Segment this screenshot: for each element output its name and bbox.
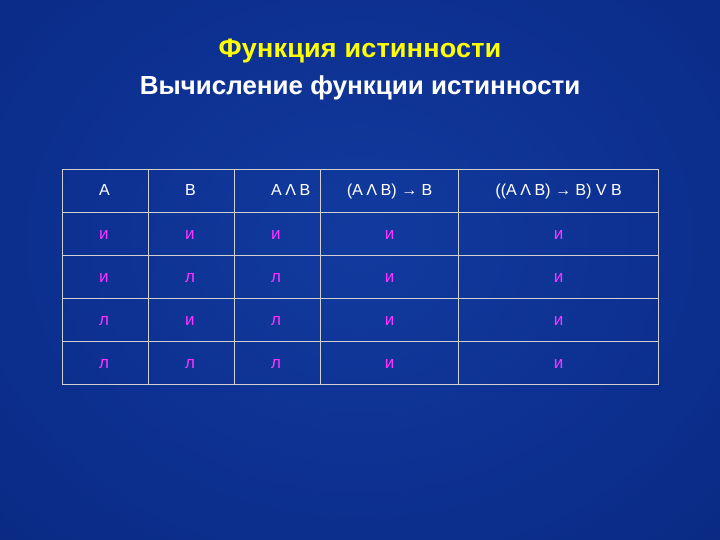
table-cell: л — [149, 342, 235, 385]
table-row — [63, 342, 659, 385]
table-cell: и — [459, 342, 659, 385]
table-cell: и — [149, 299, 235, 342]
header-cell-disjunction: ((A Λ B) → B) V B — [459, 170, 659, 213]
slide-title: Функция истинности — [218, 33, 502, 63]
table-cell: л — [235, 342, 321, 385]
table-cell: и — [459, 299, 659, 342]
table-cell: и — [459, 256, 659, 299]
table-cell: л — [149, 256, 235, 299]
table-cell: и — [321, 213, 459, 256]
header-cell-b: B — [149, 170, 235, 213]
header-cell-a: A — [63, 170, 149, 213]
table-cell: л — [235, 299, 321, 342]
slide-subtitle: Вычисление функции истинности — [139, 70, 581, 100]
table-cell: л — [235, 256, 321, 299]
table-cell: и — [149, 213, 235, 256]
table-cell: и — [321, 299, 459, 342]
table-row — [63, 256, 659, 299]
table-cell: л — [63, 342, 149, 385]
table-cell: и — [63, 213, 149, 256]
table-cell: л — [63, 299, 149, 342]
header-cell-a-and-b: A Λ B — [235, 170, 321, 213]
table-header-row — [63, 170, 659, 213]
table-cell: и — [321, 342, 459, 385]
table-row — [63, 213, 659, 256]
table-cell: и — [235, 213, 321, 256]
table-cell: и — [63, 256, 149, 299]
table-cell: и — [459, 213, 659, 256]
table-row — [63, 299, 659, 342]
table-cell: и — [321, 256, 459, 299]
truth-table — [62, 169, 659, 385]
header-cell-implication: (A Λ B) → B — [321, 170, 459, 213]
